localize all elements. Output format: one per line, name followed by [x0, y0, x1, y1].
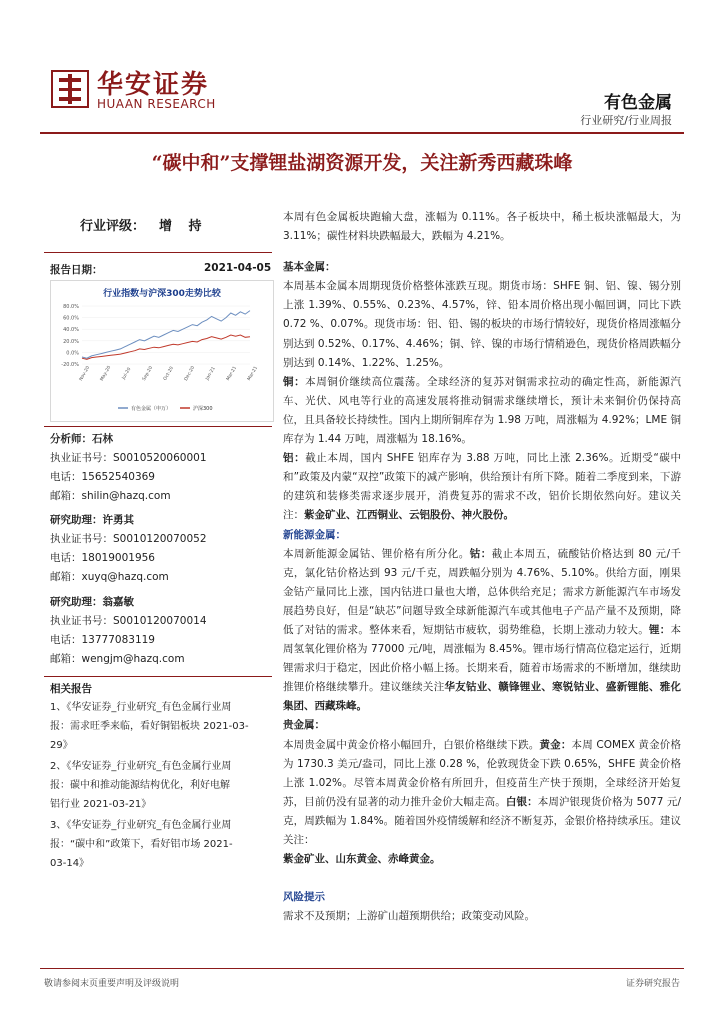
aluminum-text: 截止本周，国内 SHFE 铝库存为 3.88 万吨，同比上涨 2.36%。近期受“碳中和”政策及内蒙“双控”政策下的减产影响，供给预计有所下降。随着二季度到来，下游的建筑和装修类需求逐步展开，消费复苏的需求不改，铝价长期依然向好。建议关注：: [283, 452, 681, 522]
phone-label: 电话：: [50, 552, 82, 564]
email-label: 邮箱：: [50, 571, 82, 583]
analyst-name: 石林: [92, 433, 113, 445]
related-rule: [44, 676, 272, 677]
y-tick-label: -20.0%: [61, 362, 79, 368]
gold-label: 黄金：: [539, 738, 572, 751]
brand-name-en: HUAAN RESEARCH: [97, 97, 216, 111]
index-comparison-chart: [50, 298, 272, 420]
footer-rule: [40, 968, 684, 969]
x-tick-label: May-20: [99, 365, 113, 383]
x-tick-label: Sep-20: [141, 365, 155, 382]
analyst-email-line: [50, 487, 272, 506]
analyst-block-1: [50, 430, 272, 506]
report-line: 报：碳中和推动能源结构优化，利好电解: [50, 780, 230, 791]
analyst-name-line: [50, 511, 272, 530]
gold-text: 本周 COMEX 黄金价格为 1730.3 美元/盎司，同比上涨 0.28 %，伦敦现货金下跌 0.65%，SHFE 黄金价格上涨 1.02%。尽管本周黄金价格有所回升，但疫苗生产快于预期，全球经济开始复苏，目前仍没有显著的动力推升金价大幅走高。: [283, 738, 681, 808]
new-energy-intro: 本周新能源金属钴、锂价格有所分化。: [283, 547, 470, 560]
legend-label: 沪深300: [193, 406, 213, 412]
risk-heading: 风险提示: [283, 891, 325, 903]
analyst-role: 研究助理：: [50, 596, 103, 608]
intro-paragraph: 本周有色金属板块跑输大盘，涨幅为 0.11%。各子板块中，稀土板块涨幅最大，为 3.11%；碳性材料块跌幅最大，跌幅为 4.21%。: [283, 211, 681, 243]
report-line: 3、《华安证券_行业研究_有色金属行业周: [50, 820, 232, 831]
cert-label: 执业证书号：: [50, 533, 113, 545]
copper-text: 本周铜价继续高位震荡。全球经济的复苏对铜需求拉动的确定性高，新能源汽车、光伏、风电等行业的高速发展将推动铜需求继续增长，预计未来铜价仍保持高位，且具备较长持续性。国内上期所铜库存为 1.98 万吨，周涨幅为 4.92%；LME 铜库存为 1.44 万吨，周涨幅为 18.16%。: [283, 375, 682, 446]
rating-rule: [44, 252, 272, 253]
brand-logo-icon: [51, 70, 89, 108]
related-reports-list: [50, 698, 272, 873]
body-column: [283, 208, 681, 869]
silver-label: 白银：: [505, 795, 538, 808]
x-tick-label: Dec-20: [183, 365, 197, 382]
risk-block: [283, 888, 681, 926]
new-energy-heading: 新能源金属：: [283, 528, 346, 541]
phone-label: 电话：: [50, 634, 82, 646]
related-heading: 相关报告: [50, 683, 92, 695]
analyst-phone-line: [50, 631, 272, 650]
report-line: 报：需求旺季来临，看好铜铝板块 2021-03-: [50, 721, 249, 732]
precious-metal-paragraph: [283, 736, 681, 851]
y-tick-label: 20.0%: [63, 338, 79, 345]
analyst-phone-line: [50, 468, 272, 487]
email-label: 邮箱：: [50, 653, 82, 665]
x-tick-label: Mar-21: [225, 365, 239, 382]
cobalt-text: 截止本周五，硫酸钴价格达到 80 元/千克，氯化钴价格达到 93 元/千克，周跌幅分别为 4.76%、5.10%。供给方面，刚果金钴产量同比上涨，国内钴进口量也大增，总体供给充足；需求方新能源汽车市场发展趋势良好，但是“缺芯”问题导致全球新能源汽车或其他电子产品产量不及预期，降低了对钴的需求。整体来看，短期钴市疲软，弱势维稳，长期上涨动力较大。: [283, 547, 682, 636]
aluminum-paragraph: [283, 449, 681, 525]
base-metal-heading: 基本金属：: [283, 261, 336, 274]
analyst-name: 许勇其: [102, 514, 134, 526]
related-report-item[interactable]: [50, 757, 272, 814]
analyst-cert-line: [50, 530, 272, 549]
report-date-value: 2021-04-05: [204, 262, 272, 274]
x-tick-label: Jan-21: [205, 366, 217, 382]
analyst-name-line: [50, 430, 272, 449]
sector-label: 有色金属: [604, 93, 672, 113]
y-tick-label: 40.0%: [63, 327, 79, 334]
phone-number: 13777083119: [81, 634, 155, 646]
precious-picks: 紫金矿业、山东黄金、赤峰黄金。: [283, 853, 441, 866]
series-line: [82, 335, 250, 359]
analyst-cert-line: [50, 449, 272, 468]
legend-label: 有色金属（申万）: [131, 406, 172, 412]
report-line: 2、《华安证券_行业研究_有色金属行业周: [50, 761, 232, 772]
brand-name-cn: 华安证券: [97, 70, 210, 100]
related-report-item[interactable]: [50, 698, 272, 755]
y-tick-label: 0.0%: [66, 350, 79, 357]
report-line: 29》: [50, 740, 73, 751]
report-line: 03-14》: [50, 858, 90, 869]
cert-label: 执业证书号：: [50, 615, 113, 627]
analyst-role: 分析师：: [50, 433, 92, 445]
y-tick-label: 60.0%: [63, 315, 79, 322]
phone-number: 15652540369: [81, 471, 155, 483]
report-title: “碳中和”支撑锂盐湖资源开发，关注新秀西藏珠峰: [151, 152, 573, 174]
x-tick-label: Jul-20: [121, 366, 133, 381]
lithium-picks: 华友钴业、赣锋锂业、寒锐钴业、盛新锂能、雅化集团、西藏珠峰。: [283, 681, 682, 713]
precious-intro: 本周贵金属中黄金价格小幅回升，白银价格继续下跌。: [283, 738, 540, 751]
precious-metal-heading: 贵金属：: [283, 719, 325, 732]
analyst-phone-line: [50, 549, 272, 568]
cert-number: S0010520060001: [113, 452, 207, 464]
rating-label: 行业评级：: [80, 219, 146, 234]
new-energy-paragraph: [283, 545, 681, 717]
risk-text: 需求不及预期；上游矿山超预期供给；政策变动风险。: [283, 910, 535, 923]
chart-rule: [44, 426, 272, 427]
report-date-label: 报告日期：: [50, 264, 103, 276]
x-tick-label: Oct-20: [163, 365, 175, 382]
analyst-block-2: [50, 511, 272, 587]
cert-label: 执业证书号：: [50, 452, 113, 464]
analyst-email-line: [50, 568, 272, 587]
related-report-item[interactable]: [50, 816, 272, 873]
lithium-text: 本周氢氧化锂价格为 77000 元/吨，周涨幅为 8.45%。锂市场行情高位稳定运行，近期锂需求归于稳定，因此价格小幅上扬。长期来看，随着市场需求的不断增加，继续助推锂价格继续攀升。建议继续关注: [283, 623, 682, 694]
copper-label: 铜：: [283, 375, 306, 388]
header-rule: [40, 132, 684, 134]
cert-number: S0010120070014: [113, 615, 207, 627]
phone-number: 18019001956: [81, 552, 155, 564]
analyst-name: 翁嘉敏: [102, 596, 134, 608]
lithium-label: 锂：: [648, 623, 671, 636]
email-label: 邮箱：: [50, 490, 82, 502]
report-line: 报：“碳中和”政策下，看好铝市场 2021-: [50, 839, 233, 850]
y-tick-label: 80.0%: [63, 304, 79, 310]
analyst-email-line: [50, 650, 272, 669]
email-link[interactable]: shilin@hazq.com: [81, 490, 171, 502]
cert-number: S0010120070052: [113, 533, 207, 545]
x-tick-label: Nov-20: [78, 365, 92, 382]
aluminum-label: 铝：: [283, 452, 306, 465]
silver-text: 本周沪银现货价格为 5077 元/克，周跌幅为 1.84%。随着国外疫情缓解和经济不断复苏，金银价格持续承压。建议关注：: [283, 795, 682, 846]
industry-rating: [80, 215, 208, 234]
aluminum-picks: 紫金矿业、江西铜业、云铝股份、神火股份。: [304, 509, 514, 522]
copper-paragraph: [283, 373, 681, 449]
analyst-role: 研究助理：: [50, 514, 103, 526]
base-metal-paragraph: 本周基本金属本周期现货价格整体涨跌互现。期货市场：SHFE 铜、铝、镍、锡分别上涨 1.39%、0.55%、0.23%、4.57%，锌、铅本周价格出现小幅回调，同比下跌 0.72 %、0.07%。现货市场：铝、铅、锡的板块的市场行情较好，现货价格周涨幅分别达到 0.52%、0.17%、4.46%；铜、锌、镍的市场行情稍逊色，现货价格周跌幅分别达到 0.14%、1.22%、1.25%。: [283, 280, 681, 369]
analyst-block-3: [50, 593, 272, 669]
phone-label: 电话：: [50, 471, 82, 483]
analyst-cert-line: [50, 612, 272, 631]
report-line: 铝行业 2021-03-21》: [50, 799, 152, 810]
chart-title: 行业指数与沪深300走势比较: [103, 289, 221, 299]
report-line: 1、《华安证券_行业研究_有色金属行业周: [50, 702, 232, 713]
email-link[interactable]: xuyq@hazq.com: [81, 571, 169, 583]
footer-report-type: 证券研究报告: [625, 979, 680, 989]
email-link[interactable]: wengjm@hazq.com: [81, 653, 185, 665]
analyst-name-line: [50, 593, 272, 612]
cobalt-label: 钴：: [469, 547, 492, 560]
report-type: 行业研究/行业周报: [580, 114, 672, 127]
footer-disclaimer: 敬请参阅末页重要声明及评级说明: [44, 979, 180, 989]
rating-value: 增 持: [159, 219, 208, 234]
x-tick-label: Mar-21: [246, 365, 260, 382]
